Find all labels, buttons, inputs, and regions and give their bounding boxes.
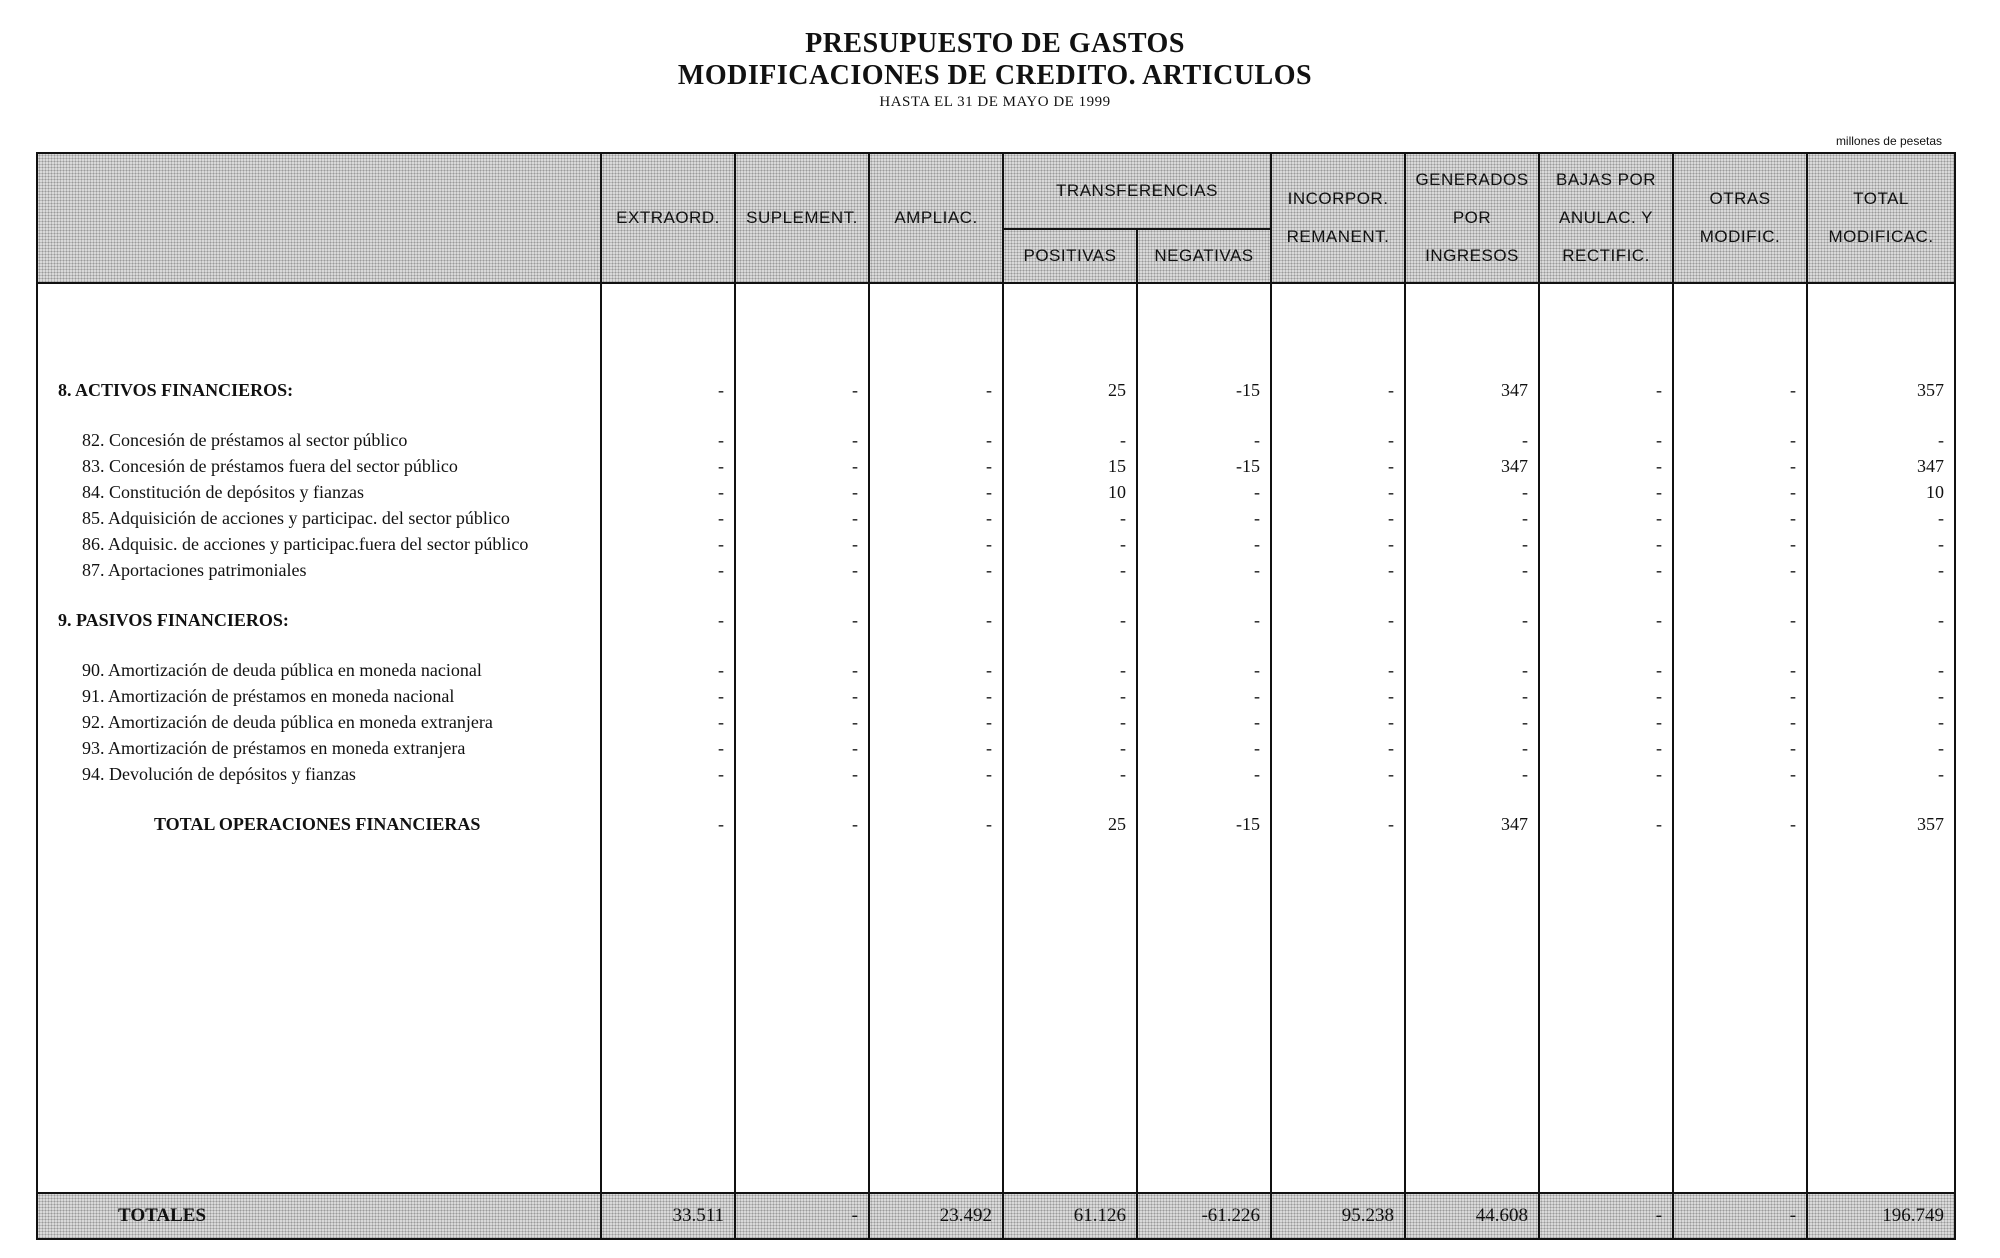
cell-value: - (986, 508, 992, 528)
cell-value: 25 (1108, 814, 1126, 834)
col-incorpor-l2: REMANENT. (1286, 227, 1390, 246)
cell-value: - (1790, 814, 1797, 834)
cell-value: - (986, 764, 992, 784)
value-column (735, 283, 869, 1193)
value-column (1405, 283, 1539, 1193)
cell-value: - (1938, 686, 1945, 706)
cell-value: 347 (1501, 814, 1529, 834)
cell-value: - (1656, 430, 1663, 450)
cell-value: - (1790, 430, 1797, 450)
cell-value: -15 (1236, 456, 1261, 476)
cell-value: - (852, 814, 858, 834)
cell-value: - (1522, 560, 1529, 580)
cell-value: - (1254, 430, 1261, 450)
cell-value: - (986, 380, 992, 400)
cell-value: - (1388, 430, 1395, 450)
body-row (37, 283, 1955, 1193)
cell-value: - (1120, 610, 1126, 630)
cell-value: - (1522, 482, 1529, 502)
totals-label: TOTALES (37, 1193, 601, 1239)
row-label: 83. Concesión de préstamos fuera del sector público (82, 456, 458, 476)
cell-value: - (1656, 738, 1663, 758)
cell-value: - (1388, 380, 1395, 400)
cell-value: - (1254, 712, 1261, 732)
row-label: 87. Aportaciones patrimoniales (82, 560, 307, 580)
cell-value: - (1656, 610, 1663, 630)
cell-value: - (1120, 660, 1126, 680)
cell-value: 347 (1917, 456, 1945, 476)
cell-value: - (1120, 738, 1126, 758)
cell-value: - (1522, 738, 1529, 758)
description-column (37, 283, 601, 1193)
totals-value: - (1539, 1193, 1673, 1239)
cell-value: - (986, 482, 992, 502)
cell-value: - (852, 560, 858, 580)
cell-value: 347 (1501, 456, 1529, 476)
cell-value: - (1388, 814, 1395, 834)
cell-value: - (852, 430, 858, 450)
row-label: 9. PASIVOS FINANCIEROS: (58, 610, 289, 630)
cell-value: - (1522, 764, 1529, 784)
cell-value: - (1938, 610, 1945, 630)
cell-value: - (1790, 482, 1797, 502)
cell-value: - (852, 686, 858, 706)
cell-value: - (1790, 560, 1797, 580)
row-label: 82. Concesión de préstamos al sector público (82, 430, 408, 450)
cell-value: - (1656, 380, 1663, 400)
cell-value: - (718, 738, 724, 758)
cell-value: - (718, 660, 724, 680)
cell-value: - (1790, 508, 1797, 528)
cell-value: - (718, 456, 724, 476)
cell-value: - (1388, 534, 1395, 554)
cell-value: - (1388, 738, 1395, 758)
cell-value: - (1938, 534, 1945, 554)
cell-value: - (718, 814, 724, 834)
cell-value: - (1938, 560, 1945, 580)
cell-value: - (1522, 686, 1529, 706)
cell-value: - (1790, 712, 1797, 732)
value-column (869, 283, 1003, 1193)
cell-value: - (718, 430, 724, 450)
cell-value: - (1120, 534, 1126, 554)
col-otras (1673, 153, 1807, 283)
col-generados-l2: POR (1452, 208, 1492, 227)
cell-value: - (986, 430, 992, 450)
cell-value: - (1120, 560, 1126, 580)
cell-value: - (1790, 534, 1797, 554)
cell-value: - (718, 686, 724, 706)
value-column (1271, 283, 1405, 1193)
cell-value: - (852, 380, 858, 400)
col-bajas (1539, 153, 1673, 283)
cell-value: - (1254, 660, 1261, 680)
cell-value: - (1254, 686, 1261, 706)
title-line-1: PRESUPUESTO DE GASTOS (805, 28, 1185, 59)
header-blank (37, 153, 601, 283)
cell-value: - (1254, 534, 1261, 554)
cell-value: - (852, 508, 858, 528)
cell-value: - (1656, 686, 1663, 706)
totals-value: -61.226 (1137, 1193, 1271, 1239)
cell-value: - (1388, 456, 1395, 476)
cell-value: - (1938, 660, 1945, 680)
cell-value: - (1790, 686, 1797, 706)
title-line-2: MODIFICACIONES DE CREDITO. ARTICULOS (677, 60, 1313, 91)
cell-value: - (852, 738, 858, 758)
cell-value: - (986, 456, 992, 476)
cell-value: - (1790, 660, 1797, 680)
col-total-l2: MODIFICAC. (1828, 227, 1934, 246)
cell-value: -15 (1236, 380, 1261, 400)
cell-value: - (718, 380, 724, 400)
cell-value: - (986, 738, 992, 758)
col-transferencias: TRANSFERENCIAS (1003, 153, 1271, 229)
col-negativas: NEGATIVAS (1137, 229, 1271, 283)
cell-value: - (1522, 660, 1529, 680)
col-generados (1405, 153, 1539, 283)
row-label: 94. Devolución de depósitos y fianzas (82, 764, 356, 784)
cell-value: - (1790, 610, 1797, 630)
cell-value: -15 (1236, 814, 1261, 834)
cell-value: - (1388, 482, 1395, 502)
cell-value: - (718, 534, 724, 554)
cell-value: 10 (1108, 482, 1126, 502)
cell-value: - (1522, 508, 1529, 528)
cell-value: - (1938, 430, 1945, 450)
col-bajas-l1: BAJAS POR (1556, 170, 1656, 189)
cell-value: - (1790, 380, 1797, 400)
row-label: 86. Adquisic. de acciones y participac.fuera del sector público (82, 534, 529, 554)
col-suplement: SUPLEMENT. (735, 153, 869, 283)
col-bajas-l2: ANULAC. Y (1559, 208, 1653, 227)
cell-value: - (986, 712, 992, 732)
totals-row (37, 1193, 1955, 1239)
col-bajas-l3: RECTIFIC. (1562, 246, 1650, 265)
totals-value: 196.749 (1807, 1193, 1955, 1239)
cell-value: - (718, 560, 724, 580)
cell-value: - (718, 610, 724, 630)
cell-value: - (1522, 712, 1529, 732)
cell-value: - (1120, 686, 1126, 706)
cell-value: 357 (1917, 814, 1945, 834)
value-column (1807, 283, 1955, 1193)
cell-value: - (986, 660, 992, 680)
row-label: 92. Amortización de deuda pública en moneda extranjera (82, 712, 493, 732)
cell-value: - (986, 610, 992, 630)
cell-value: 347 (1501, 380, 1529, 400)
col-positivas: POSITIVAS (1003, 229, 1137, 283)
col-incorpor (1271, 153, 1405, 283)
cell-value: - (986, 534, 992, 554)
cell-value: - (1254, 508, 1261, 528)
row-label: 93. Amortización de préstamos en moneda extranjera (82, 738, 466, 758)
cell-value: - (1656, 456, 1663, 476)
cell-value: - (852, 764, 858, 784)
cell-value: - (852, 610, 858, 630)
cell-value: - (1656, 712, 1663, 732)
cell-value: - (1254, 610, 1261, 630)
row-label: 85. Adquisición de acciones y participac. del sector público (82, 508, 510, 528)
cell-value: - (1120, 430, 1126, 450)
cell-value: - (1656, 508, 1663, 528)
header-row-top (37, 153, 1955, 229)
col-generados-l3: INGRESOS (1425, 246, 1519, 265)
col-generados-l1: GENERADOS (1415, 170, 1529, 189)
title-block (0, 28, 1990, 111)
value-column (601, 283, 735, 1193)
cell-value: - (1388, 508, 1395, 528)
col-total (1807, 153, 1955, 283)
cell-value: - (1656, 560, 1663, 580)
cell-value: - (1656, 814, 1663, 834)
row-label: TOTAL OPERACIONES FINANCIERAS (154, 814, 481, 834)
totals-value: 44.608 (1405, 1193, 1539, 1239)
cell-value: - (1388, 764, 1395, 784)
cell-value: - (1388, 660, 1395, 680)
cell-value: 15 (1108, 456, 1126, 476)
col-total-l1: TOTAL (1853, 189, 1909, 208)
cell-value: - (1388, 560, 1395, 580)
budget-table (36, 152, 1956, 1240)
cell-value: - (1522, 610, 1529, 630)
totals-value: 61.126 (1003, 1193, 1137, 1239)
cell-value: - (1938, 738, 1945, 758)
cell-value: - (1120, 764, 1126, 784)
cell-value: - (852, 482, 858, 502)
cell-value: - (852, 712, 858, 732)
totals-value: - (735, 1193, 869, 1239)
cell-value: - (1254, 764, 1261, 784)
row-label: 91. Amortización de préstamos en moneda nacional (82, 686, 455, 706)
row-label: 8. ACTIVOS FINANCIEROS: (58, 380, 294, 400)
cell-value: - (1938, 508, 1945, 528)
cell-value: 357 (1917, 380, 1945, 400)
value-column (1003, 283, 1137, 1193)
cell-value: - (852, 456, 858, 476)
cell-value: 25 (1108, 380, 1126, 400)
totals-value: 95.238 (1271, 1193, 1405, 1239)
cell-value: - (986, 814, 992, 834)
row-label: 84. Constitución de depósitos y fianzas (82, 482, 364, 502)
cell-value: - (1388, 610, 1395, 630)
cell-value: - (718, 508, 724, 528)
cell-value: - (718, 764, 724, 784)
cell-value: - (1656, 660, 1663, 680)
cell-value: - (1790, 738, 1797, 758)
totals-value: 23.492 (869, 1193, 1003, 1239)
cell-value: - (1790, 764, 1797, 784)
subtitle: HASTA EL 31 DE MAYO DE 1999 (879, 94, 1111, 110)
cell-value: 10 (1926, 482, 1945, 502)
cell-value: - (1522, 534, 1529, 554)
cell-value: - (1254, 738, 1261, 758)
cell-value: - (1656, 482, 1663, 502)
cell-value: - (1120, 712, 1126, 732)
cell-value: - (1120, 508, 1126, 528)
cell-value: - (1254, 482, 1261, 502)
col-extraord: EXTRAORD. (601, 153, 735, 283)
row-label: 90. Amortización de deuda pública en moneda nacional (82, 660, 482, 680)
cell-value: - (986, 686, 992, 706)
cell-value: - (1522, 430, 1529, 450)
totals-value: 33.511 (601, 1193, 735, 1239)
totals-value: - (1673, 1193, 1807, 1239)
cell-value: - (1388, 712, 1395, 732)
cell-value: - (852, 660, 858, 680)
col-otras-l1: OTRAS (1709, 189, 1771, 208)
units-note: millones de pesetas (1835, 134, 1942, 148)
col-ampliac: AMPLIAC. (869, 153, 1003, 283)
col-incorpor-l1: INCORPOR. (1287, 189, 1389, 208)
value-column (1137, 283, 1271, 1193)
cell-value: - (1938, 712, 1945, 732)
cell-value: - (1790, 456, 1797, 476)
value-column (1673, 283, 1807, 1193)
value-column (1539, 283, 1673, 1193)
cell-value: - (718, 482, 724, 502)
cell-value: - (1938, 764, 1945, 784)
cell-value: - (852, 534, 858, 554)
cell-value: - (1254, 560, 1261, 580)
cell-value: - (718, 712, 724, 732)
cell-value: - (986, 560, 992, 580)
cell-value: - (1388, 686, 1395, 706)
col-otras-l2: MODIFIC. (1699, 227, 1781, 246)
cell-value: - (1656, 534, 1663, 554)
cell-value: - (1656, 764, 1663, 784)
